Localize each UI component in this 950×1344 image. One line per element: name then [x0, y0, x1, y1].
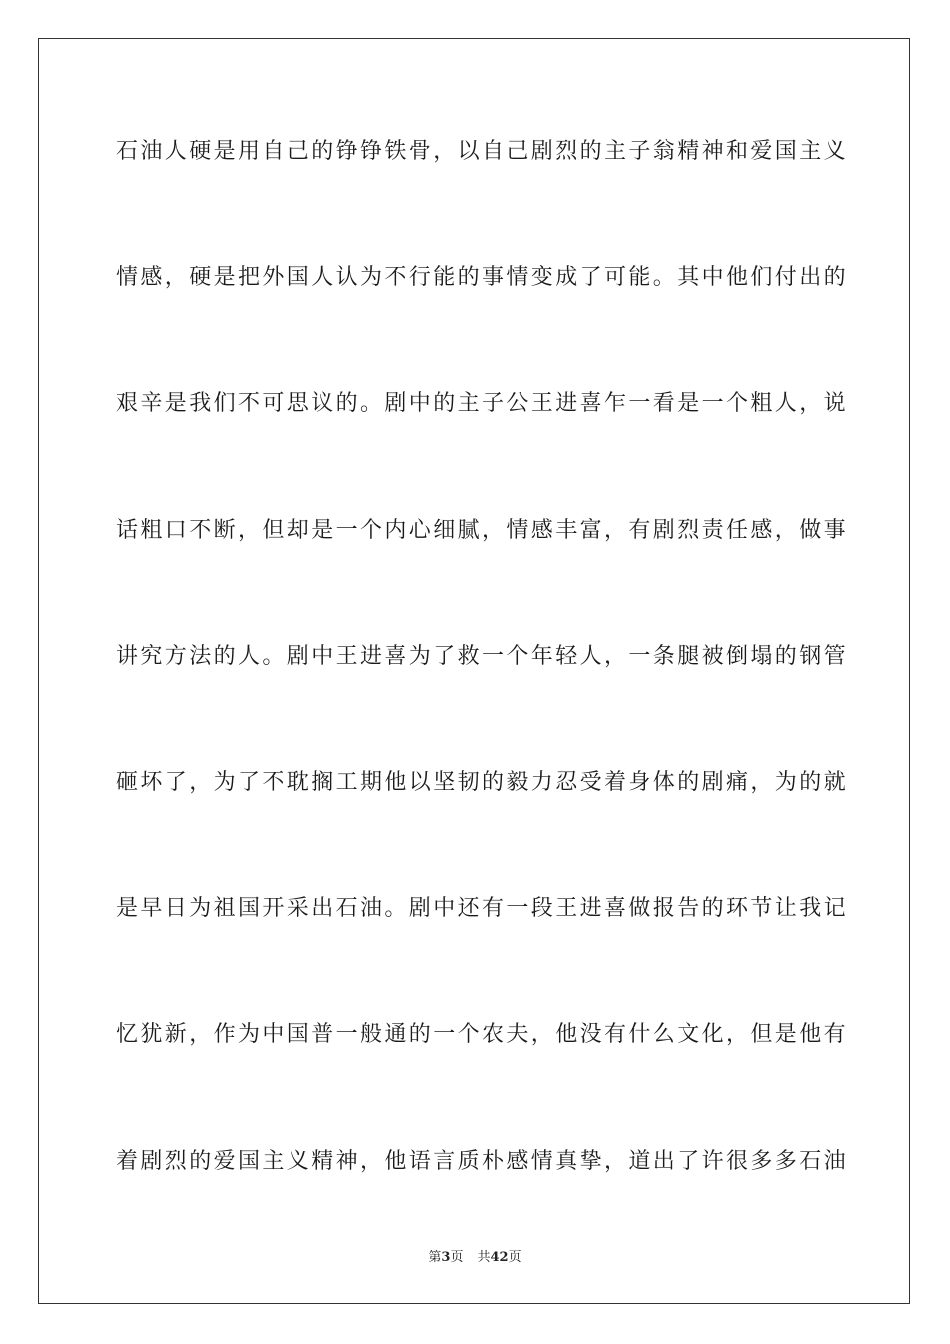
text-line-2: 情感，硬是把外国人认为不行能的事情变成了可能。其中他们付出的	[116, 265, 849, 291]
page-number-suffix: 页	[450, 1250, 464, 1265]
text-line-5: 讲究方法的人。剧中王进喜为了救一个年轻人，一条腿被倒塌的钢管	[116, 643, 849, 669]
text-line-8: 忆犹新，作为中国普一般通的一个农夫，他没有什么文化，但是他有	[116, 1022, 849, 1048]
text-line-3: 艰辛是我们不可思议的。剧中的主子公王进喜乍一看是一个粗人，说	[116, 391, 849, 417]
text-line-1: 石油人硬是用自己的铮铮铁骨，以自己剧烈的主子翁精神和爱国主义	[116, 139, 849, 164]
text-line-9: 着剧烈的爱国主义精神，他语言质朴感情真挚，道出了许很多多石油	[116, 1148, 849, 1174]
text-line-7: 是早日为祖国开采出石油。剧中还有一段王进喜做报告的环节让我记	[116, 896, 849, 922]
page-number: 3	[441, 1250, 451, 1265]
total-pages-prefix: 共	[477, 1250, 491, 1265]
page-number-prefix: 第	[428, 1250, 442, 1265]
total-pages-suffix: 页	[508, 1250, 522, 1265]
document-body	[116, 130, 849, 1266]
total-pages: 42	[490, 1250, 509, 1265]
text-line-4: 话粗口不断，但却是一个内心细腻，情感丰富，有剧烈责任感，做事	[116, 517, 849, 543]
page-footer	[0, 1246, 950, 1265]
text-line-6: 砸坏了，为了不耽搁工期他以坚韧的毅力忍受着身体的剧痛，为的就	[116, 769, 849, 795]
